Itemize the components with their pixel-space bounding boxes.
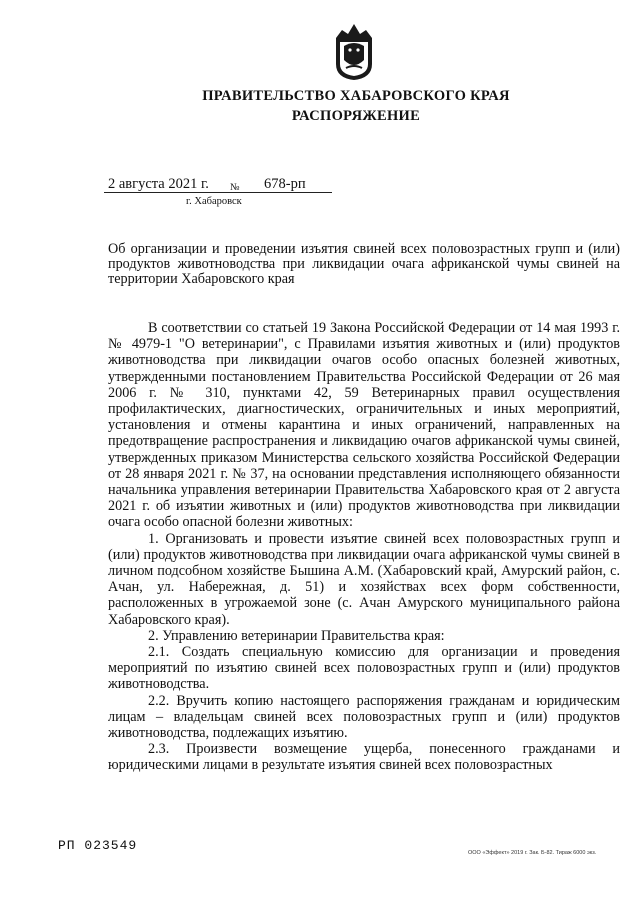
document-number: 678-рп <box>264 176 306 192</box>
printer-info: ООО «Эффект» 2019 г. Зак. Б-82. Тираж 6000 экз. <box>468 850 597 856</box>
paragraph-2: 2. Управлению ветеринарии Правительства края: <box>148 627 445 644</box>
paragraph-2-1: 2.1. Создать специальную комиссию для организации и проведения мероприятий по изъятию свиней всех половозрастных групп и (или) продуктов животноводства. <box>108 644 620 693</box>
date-underline <box>104 192 332 193</box>
number-sign: № <box>230 182 240 193</box>
serial-number: РП 023549 <box>58 838 138 853</box>
document-subject: Об организации и проведении изъятия свиней всех половозрастных групп и (или) продуктов животноводства при ликвидации очага африканской чумы свиней на территории Хабаровского края <box>108 241 620 287</box>
government-name: ПРАВИТЕЛЬСТВО ХАБАРОВСКОГО КРАЯ <box>202 88 510 104</box>
document-city: г. Хабаровск <box>186 196 242 207</box>
khabarovsk-coat-of-arms-icon <box>332 20 376 82</box>
paragraph-preamble: В соответствии со статьей 19 Закона Российской Федерации от 14 мая 1993 г. № 4979-1 "О ветеринарии", с Правилами изъятия животных и (или) продуктов животноводства при ликвидации очагов особо опасных болезней животных, утвержденными постановлением Правительства Российской Федерации от 26 мая 2006 г. № 310, пунктами 42, 59 Ветеринарных правил осуществления профилактических, диагностических, ограничительных и иных мероприятий, установления и отмены карантина и иных ограничений, направленных на предотвращение распространения и ликвидацию очагов африканской чумы свиней, утвержденных приказом Министерства сельского хозяйства Российской Федерации от 28 января 2021 г. № 37, на основании представления исполняющего обязанности начальника управления ветеринарии Правительства Хабаровского края от 2 августа 2021 г. об изъятии животных и (или) продуктов животноводства при ликвидации очага особо опасной болезни животных: <box>108 320 620 531</box>
paragraph-1: 1. Организовать и провести изъятие свиней всех половозрастных групп и (или) продуктов животноводства при ликвидации очага африканской чумы свиней в личном подсобном хозяйстве Бышина А.М. (Хабаровский край, Амурский район, с. Ачан, ул. Набережная, д. 51) и хозяйствах всех форм собственности, расположенных в угрожаемой зоне (с. Ачан Амурского муниципального района Хабаровского края). <box>108 530 620 628</box>
document-body <box>108 320 620 774</box>
document-date: 2 августа 2021 г. <box>108 176 209 192</box>
paragraph-2-2: 2.2. Вручить копию настоящего распоряжения гражданам и юридическим лицам – владельцам свиней всех половозрастных групп и (или) продуктов животноводства, подлежащих изъятию. <box>108 692 620 742</box>
paragraph-2-3: 2.3. Произвести возмещение ущерба, понесенного гражданами и юридическими лицами в результате изъятия свиней всех половозрастных <box>108 741 620 774</box>
document-type: РАСПОРЯЖЕНИЕ <box>291 108 421 124</box>
